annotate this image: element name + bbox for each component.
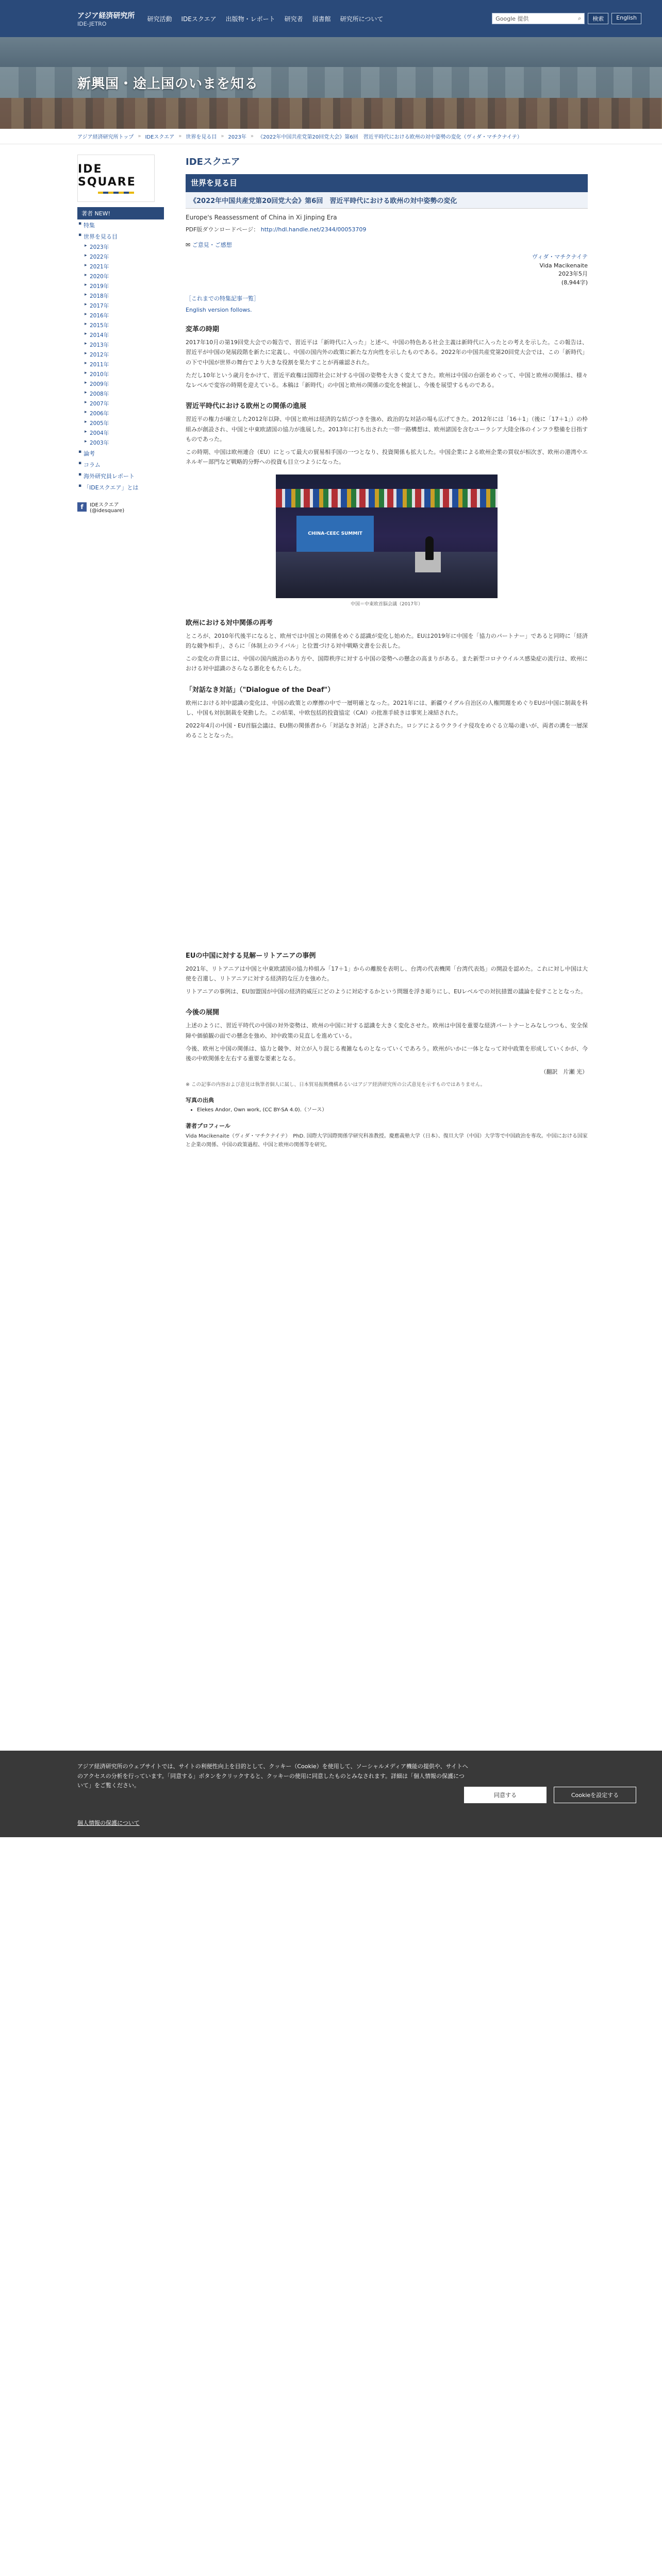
nav-researchers[interactable]: 研究者 <box>284 15 303 23</box>
section-heading: 習近平時代における欧州との関係の進展 <box>186 402 307 411</box>
section-heading: 「対話なき対話」（"Dialogue of the Deaf"） <box>186 686 335 694</box>
ide-square-logo-text: IDE SQUARE <box>78 163 136 189</box>
english-version-link[interactable]: English version follows. <box>186 307 252 313</box>
nav-research[interactable]: 研究活動 <box>147 15 172 23</box>
stage-decoration <box>276 552 498 598</box>
author-profile: Vida Macikenaite（ヴィダ・マチクナイテ） PhD. 国際大学国際関係学研究科准教授。慶應義塾大学（日本）、復旦大学（中国）大学等で中国政治を専攻。中国における国家と企業の関係、中国の政策過程、中国と欧州の関係等を研究。 <box>186 1133 588 1148</box>
stage-screen: CHINA-CEEC SUMMIT <box>296 516 374 552</box>
logo-line2: IDE-JETRO <box>77 20 107 27</box>
section-heading: EUの中国に対する見解ーリトアニアの事例 <box>186 952 316 960</box>
paragraph: 習近平の権力が確立した2012年以降、中国と欧州は経済的な結びつきを強め、政治的な対話の場も広げてきた。2012年には「16＋1」（後に「17＋1」）の枠組みが創設され、中国と中東欧諸国の協力が進展した。2013年に打ち出された一帯一路構想は、欧州諸国を含むユーラシア大陸全体のインフラ整備を目指すものであった。 <box>186 416 588 443</box>
article-section <box>186 324 588 390</box>
sidebar-year[interactable]: ▸ 2021年 <box>85 262 164 272</box>
breadcrumb-current: 《2022年中国共産党第20回党大会》第6回 習近平時代における欧州の対中姿勢の変化（ヴィダ・マチクナイテ） <box>258 134 522 140</box>
article-section <box>186 1007 588 1063</box>
sidebar-menu-head[interactable]: 著者 NEW! <box>77 207 164 219</box>
pdf-link[interactable]: http://hdl.handle.net/2344/00053709 <box>260 226 367 233</box>
nav-about[interactable]: 研究所について <box>340 15 384 23</box>
sidebar-year[interactable]: ▸ 2005年 <box>85 418 164 428</box>
site-header <box>0 0 662 37</box>
main-header <box>186 155 588 168</box>
cookie-buttons <box>464 1787 636 1803</box>
photo-caption: 中国＝中東欧首脳会議（2017年） <box>351 601 423 607</box>
sidebar-year[interactable]: ▸ 2003年 <box>85 438 164 448</box>
paragraph: 2022年4月の中国・EU首脳会議は、EU側の関係者から「対話なき対話」と評された。ロシアによるウクライナ侵攻をめぐる立場の違いが、両者の溝を一層深めることとなった。 <box>186 722 588 739</box>
search-icon: ⌕ <box>578 15 582 22</box>
sidebar-item-about-ide-square[interactable]: ▪ 「IDEスクエア」とは <box>77 482 164 493</box>
english-button[interactable]: English <box>611 13 641 24</box>
section-heading: 欧州における対中関係の再考 <box>186 619 273 627</box>
author-name-ja[interactable]: ヴィダ・マチクナイテ <box>532 253 588 260</box>
sidebar-year[interactable]: ▸ 2015年 <box>85 320 164 330</box>
article-section <box>186 950 588 997</box>
cookie-text: アジア経済研究所のウェブサイトでは、サイトの利便性向上を目的として、クッキー（Cookie）を使用して、ソーシャルメディア機能の提供や、サイトへのアクセスの分析を行っています。「同意する」ボタンをクリックすると、クッキーの使用に同意したものとみなされます。詳細は「個人情報の保護について」をご覧ください。 <box>77 1763 468 1789</box>
paragraph: 上述のように、習近平時代の中国の対外姿勢は、欧州の中国に対する認識を大きく変化させた。欧州は中国を重要な経済パートナーとみなしつつも、安全保障や価値観の面での懸念を強め、対中政策の見直しを進めている。 <box>186 1022 588 1039</box>
photo-source-item[interactable]: • Elekes Andor, Own work, (CC BY-SA 4.0).（ソース） <box>197 1106 588 1114</box>
sidebar-year[interactable]: ▸ 2006年 <box>85 409 164 418</box>
feedback-label[interactable]: ご意見・ご感想 <box>192 242 232 248</box>
breadcrumb-item[interactable]: アジア経済研究所トップ <box>77 134 134 140</box>
breadcrumb <box>0 129 662 144</box>
series-list-link[interactable] <box>186 294 588 302</box>
hero-image-layer <box>0 98 662 129</box>
series-list-label[interactable]: ［これまでの特集記事一覧］ <box>186 295 259 302</box>
article-section <box>186 684 588 741</box>
hero-title: 新興国・途上国のいまを知る <box>77 76 259 92</box>
nav-publications[interactable]: 出版物・レポート <box>225 15 275 23</box>
section-heading: 変革の時期 <box>186 326 220 333</box>
privacy-policy-link[interactable]: 個人情報の保護について <box>77 1820 140 1826</box>
nav-ide-square[interactable]: IDEスクエア <box>181 15 217 23</box>
summit-photo <box>276 474 498 598</box>
breadcrumb-item[interactable]: 世界を見る目 <box>186 134 217 140</box>
sidebar-year[interactable]: ▸ 2007年 <box>85 399 164 409</box>
publish-date: 2023年5月 <box>558 270 588 277</box>
disclaimer: ※ この記事の内容および意見は執筆者個人に属し、日本貿易振興機構あるいはアジア経済研究所の公式意見を示すものではありません。 <box>186 1082 486 1088</box>
site-logo[interactable] <box>77 10 135 27</box>
article-meta <box>186 253 588 287</box>
flags-decoration <box>276 489 498 507</box>
sidebar-year[interactable]: ▸ 2009年 <box>85 379 164 389</box>
sidebar-item-overseas-report[interactable]: ▪ 海外研究員レポート <box>77 470 164 482</box>
ide-square-logo[interactable] <box>77 155 155 202</box>
breadcrumb-item[interactable]: IDEスクエア <box>145 134 175 140</box>
sidebar-year[interactable]: ▸ 2004年 <box>85 428 164 438</box>
sidebar-list <box>77 219 164 242</box>
category-tag: 世界を見る目 <box>186 174 588 191</box>
char-count: (8,944字) <box>561 279 588 286</box>
sidebar-year[interactable]: ▸ 2016年 <box>85 311 164 320</box>
sidebar-year[interactable]: ▸ 2008年 <box>85 389 164 399</box>
paragraph: 2017年10月の第19回党大会での報告で、習近平は「新時代に入った」と述べ、中国の特色ある社会主義は新時代に入ったとの考えを示した。この報告は、習近平が中国の発展段階を新たに定義し、中国の国内外の政策に新たな方向性を示したものである。2022年の中国共産党第20回党大会では、この「新時代」の下で中国が世界の舞台でより大きな役割を果たすことが再確認された。 <box>186 339 588 366</box>
facebook-handle: (@idesquare) <box>90 508 125 514</box>
hero-banner <box>0 37 662 129</box>
section-heading: 今後の展開 <box>186 1009 220 1017</box>
pdf-download <box>186 225 588 233</box>
paragraph: ところが、2010年代後半になると、欧州では中国との関係をめぐる認識が変化し始めた。EUは2019年に中国を「協力のパートナー」であると同時に「経済的な競争相手」、さらに「体制上のライバル」と位置づける対中戦略文書を公表した。 <box>186 632 588 649</box>
facebook-icon: f <box>77 502 87 512</box>
section-name: IDEスクエア <box>186 157 240 167</box>
search-input[interactable] <box>492 13 585 24</box>
search-placeholder: Google 提供 <box>495 15 529 22</box>
facebook-name: IDEスクエア <box>90 502 119 508</box>
sidebar-year[interactable]: ▸ 2017年 <box>85 301 164 311</box>
paragraph: ただし10年という歳月をかけて、習近平政権は国際社会に対する中国の姿勢を大きく変えてきた。欧州は中国の台頭をめぐって、中国と欧州の関係は、様々なレベルで変容の時期を迎えている。本稿は「新時代」の中国と欧州の関係の変化を検証し、今後を展望するものである。 <box>186 371 588 388</box>
sidebar-year[interactable]: ▸ 2010年 <box>85 369 164 379</box>
photo-source-heading: 写真の出典 <box>186 1097 214 1104</box>
sidebar-item-essay[interactable]: ▪ 論考 <box>77 448 164 459</box>
breadcrumb-separator: » <box>250 133 254 139</box>
sidebar-year[interactable]: ▸ 2020年 <box>85 272 164 281</box>
cookie-settings-button[interactable]: Cookieを設定する <box>554 1787 636 1803</box>
photo-source-list <box>186 1106 588 1114</box>
logo-line1: アジア経済研究所 <box>77 11 135 20</box>
sidebar-year[interactable]: ▸ 2014年 <box>85 330 164 340</box>
breadcrumb-separator: » <box>178 133 182 139</box>
sidebar-year[interactable]: ▸ 2011年 <box>85 360 164 369</box>
sidebar-item-world-view[interactable]: ▪ 世界を見る目 <box>77 231 164 242</box>
nav-library[interactable]: 図書館 <box>312 15 331 23</box>
article-english-title: Europe's Reassessment of China in Xi Jinping Era <box>186 214 337 221</box>
author-name-en: Vida Macikenaite <box>539 262 588 269</box>
breadcrumb-separator: » <box>221 133 224 139</box>
breadcrumb-separator: » <box>138 133 141 139</box>
translator-credit: （翻訳 片瀬 光） <box>540 1069 588 1076</box>
sidebar <box>77 155 164 514</box>
paragraph: リトアニアの事例は、EU加盟国が中国の経済的威圧にどのように対応するかという問題を浮き彫りにし、EUレベルでの対抗措置の議論を促すこととなった。 <box>186 988 587 995</box>
sidebar-year[interactable]: ▸ 2012年 <box>85 350 164 360</box>
sidebar-item-column[interactable]: ▪ コラム <box>77 459 164 470</box>
logo-decoration <box>98 192 134 194</box>
spacer <box>186 744 588 940</box>
feedback-link[interactable] <box>186 241 588 249</box>
paragraph: この変化の背景には、中国の国内統治のあり方や、国際秩序に対する中国の姿勢への懸念の高まりがある。また新型コロナウイルス感染症の流行は、欧州における対中認識のさらなる悪化をもたらした。 <box>186 655 588 672</box>
sidebar-year[interactable]: ▸ 2019年 <box>85 281 164 291</box>
cookie-banner <box>0 1751 662 1837</box>
search-button[interactable]: 検索 <box>588 13 608 24</box>
paragraph: この時期、中国は欧州連合（EU）にとって最大の貿易相手国の一つとなり、投資関係も拡大した。中国企業による欧州企業の買収が相次ぎ、欧州の港湾やエネルギー部門など戦略的分野への投資も目立つようになった。 <box>186 449 588 466</box>
paragraph: 今後、欧州と中国の関係は、協力と競争、対立が入り混じる複雑なものとなっていくであろう。欧州がいかに一体となって対中政策を形成していくかが、今後の中欧関係を左右する重要な要素となる。 <box>186 1045 588 1062</box>
paragraph: 2021年、リトアニアは中国と中東欧諸国の協力枠組み「17＋1」からの離脱を表明し、台湾の代表機関「台湾代表処」の開設を認めた。これに対し中国は大使を召還し、リトアニアに対する経済的な圧力を強めた。 <box>186 965 588 982</box>
sidebar-year[interactable]: ▸ 2013年 <box>85 340 164 350</box>
pdf-label: PDF版ダウンロードページ： <box>186 226 259 233</box>
main-content <box>186 155 588 1149</box>
speaker-figure <box>425 536 434 560</box>
profile-heading: 著者プロフィール <box>186 1123 230 1130</box>
article-section <box>186 617 588 674</box>
cookie-accept-button[interactable]: 同意する <box>464 1787 547 1803</box>
sidebar-year[interactable]: ▸ 2022年 <box>85 252 164 262</box>
article-section <box>186 400 588 467</box>
sidebar-item-feature[interactable]: ▪ 特集 <box>77 219 164 231</box>
paragraph: 欧州における対中認識の変化は、中国の政策との摩擦の中で一層明確となった。2021年には、新疆ウイグル自治区の人権問題をめぐりEUが中国に制裁を科し、中国も対抗制裁を発動した。この結果、中欧包括的投資協定（CAI）の批准手続きは事実上凍結された。 <box>186 699 588 716</box>
breadcrumb-item[interactable]: 2023年 <box>228 134 246 140</box>
sidebar-list-2 <box>77 448 164 493</box>
article-title: 《2022年中国共産党第20回党大会》第6回 習近平時代における欧州の対中姿勢の変化 <box>186 191 588 209</box>
top-nav <box>147 14 383 23</box>
facebook-link[interactable] <box>77 500 164 514</box>
mail-icon: ✉ <box>186 242 191 248</box>
sidebar-year[interactable]: ▸ 2023年 <box>85 242 164 252</box>
sidebar-years <box>77 242 164 448</box>
sidebar-year[interactable]: ▸ 2018年 <box>85 291 164 301</box>
